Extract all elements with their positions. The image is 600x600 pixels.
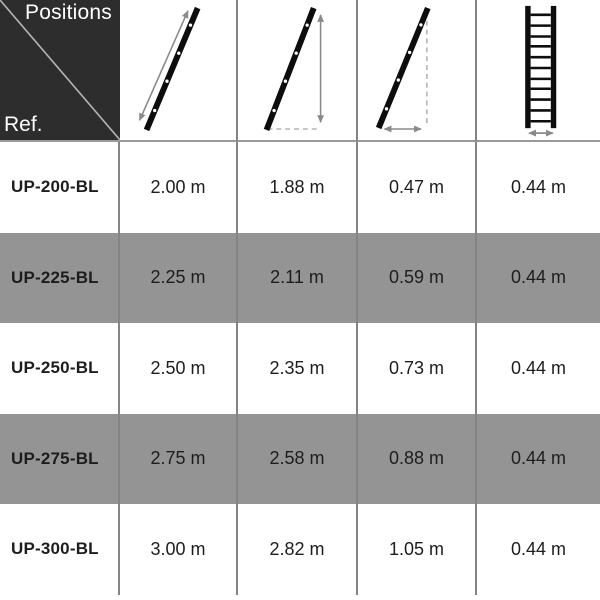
- value-cell: 2.00 m: [120, 142, 238, 233]
- value-cell: 2.11 m: [238, 233, 358, 324]
- value-cell: 0.73 m: [358, 323, 477, 414]
- value-cell: 2.58 m: [238, 414, 358, 505]
- value-cell: 2.25 m: [120, 233, 238, 324]
- ref-cell: UP-200-BL: [0, 142, 120, 233]
- column-header-vertical-height: [238, 0, 358, 142]
- table-corner-cell: [0, 0, 120, 142]
- value-cell: 2.50 m: [120, 323, 238, 414]
- ref-header-label: Ref.: [4, 113, 43, 136]
- column-header-inclined-length: [120, 0, 238, 142]
- ref-cell: UP-250-BL: [0, 323, 120, 414]
- ladder-inclined-length-icon: [120, 0, 236, 140]
- value-cell: 2.82 m: [238, 504, 358, 595]
- ladder-base-spread-icon: [358, 0, 475, 140]
- value-cell: 1.05 m: [358, 504, 477, 595]
- value-cell: 0.44 m: [477, 414, 600, 505]
- value-cell: 1.88 m: [238, 142, 358, 233]
- ref-cell: UP-300-BL: [0, 504, 120, 595]
- value-cell: 0.44 m: [510, 357, 567, 378]
- ref-cell: UP-225-BL: [0, 233, 120, 324]
- value-cell: 3.00 m: [120, 504, 238, 595]
- value-cell: 0.88 m: [358, 414, 477, 505]
- value-cell: 0.44 m: [477, 233, 600, 324]
- ref-cell: UP-275-BL: [0, 414, 120, 505]
- ladder-closed-width-icon: [477, 0, 600, 140]
- value-cell: 0.59 m: [358, 233, 477, 324]
- value-cell: 2.35 m: [238, 323, 358, 414]
- value-cell: 0.44 m: [510, 176, 567, 197]
- column-header-closed-width: [477, 0, 600, 142]
- value-cell: 2.75 m: [120, 414, 238, 505]
- positions-header-label: Positions: [24, 1, 112, 24]
- value-cell: 0.47 m: [358, 142, 477, 233]
- ladder-vertical-height-icon: [238, 0, 356, 140]
- value-cell: 0.44 m: [510, 538, 567, 559]
- column-header-base-spread: [358, 0, 477, 142]
